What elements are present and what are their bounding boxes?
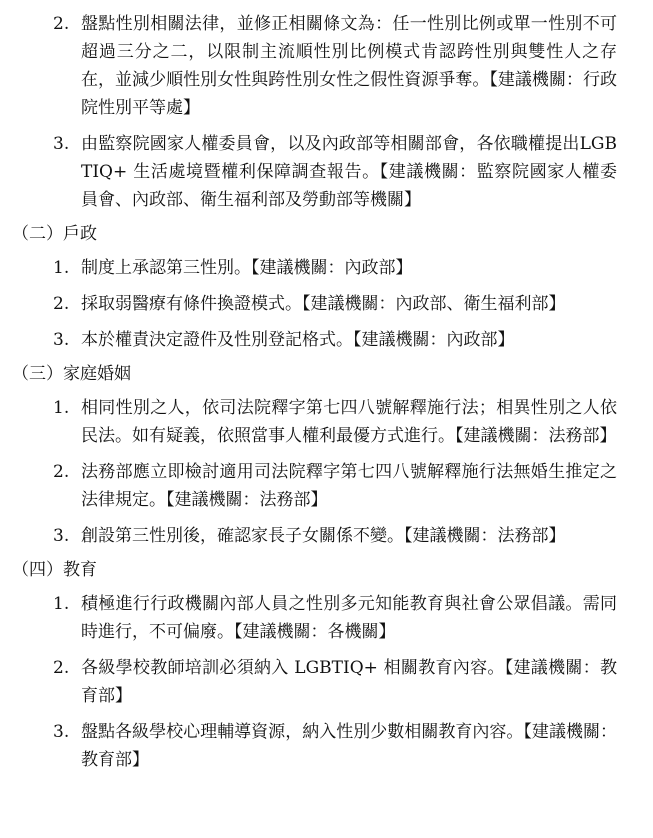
section-heading-household: （二）戶政 [12, 224, 97, 244]
list-item [0, 10, 653, 122]
document-page [0, 10, 653, 782]
item-text: 由監察院國家人權委員會，以及內政部等相關部會，各依職權提出LGBTIQ+ 生活處境暨權利保障調查報告。【建議機關：監察院國家人權委員會、內政部、衛生福利部及勞動部等機關】 [81, 134, 617, 210]
item-text: 相同性別之人，依司法院釋字第七四八號解釋施行法；相異性別之人依民法。如有疑義，依照當事人權利最優方式進行。【建議機關：法務部】 [81, 398, 617, 446]
list-item [0, 654, 653, 710]
list-item [0, 718, 653, 774]
item-number: 2. [53, 658, 70, 678]
item-text: 盤點各級學校心理輔導資源，納入性別少數相關教育內容。【建議機關：教育部】 [81, 722, 617, 770]
section-heading-education: （四）教育 [12, 560, 97, 580]
item-number: 1. [53, 594, 70, 614]
list-item [0, 590, 653, 646]
item-number: 1. [53, 258, 70, 278]
list-item [0, 130, 653, 214]
item-text: 盤點性別相關法律，並修正相關條文為：任一性別比例或單一性別不可超過三分之二，以限制主流順性別比例模式肯認跨性別與雙性人之存在，並減少順性別女性與跨性別女性之假性資源爭奪。【建議機關：行政院性別平等處】 [81, 14, 617, 118]
item-text: 積極進行行政機關內部人員之性別多元知能教育與社會公眾倡議。需同時進行，不可偏廢。【建議機關：各機關】 [81, 594, 617, 642]
item-number: 3. [53, 330, 70, 350]
item-number: 1. [53, 398, 70, 418]
item-number: 2. [53, 14, 70, 34]
item-number: 3. [53, 722, 70, 742]
item-number: 2. [53, 294, 70, 314]
item-text: 法務部應立即檢討適用司法院釋字第七四八號解釋施行法無婚生推定之法律規定。【建議機關：法務部】 [81, 462, 617, 510]
list-item [0, 394, 653, 450]
item-text: 採取弱醫療有條件換證模式。【建議機關：內政部、衛生福利部】 [81, 294, 566, 314]
item-number: 3. [53, 134, 70, 154]
item-number: 3. [53, 526, 70, 546]
list-item [0, 326, 653, 354]
item-text: 本於權責決定證件及性別登記格式。【建議機關：內政部】 [81, 330, 515, 350]
item-number: 2. [53, 462, 70, 482]
list-item [0, 522, 653, 550]
item-text: 創設第三性別後，確認家長子女關係不變。【建議機關：法務部】 [81, 526, 566, 546]
item-text: 各級學校教師培訓必須納入 LGBTIQ+ 相關教育內容。【建議機關：教育部】 [81, 658, 617, 706]
list-item [0, 458, 653, 514]
section-heading-family-marriage: （三）家庭婚姻 [12, 364, 131, 384]
list-item [0, 254, 653, 282]
item-text: 制度上承認第三性別。【建議機關：內政部】 [81, 258, 413, 278]
list-item [0, 290, 653, 318]
